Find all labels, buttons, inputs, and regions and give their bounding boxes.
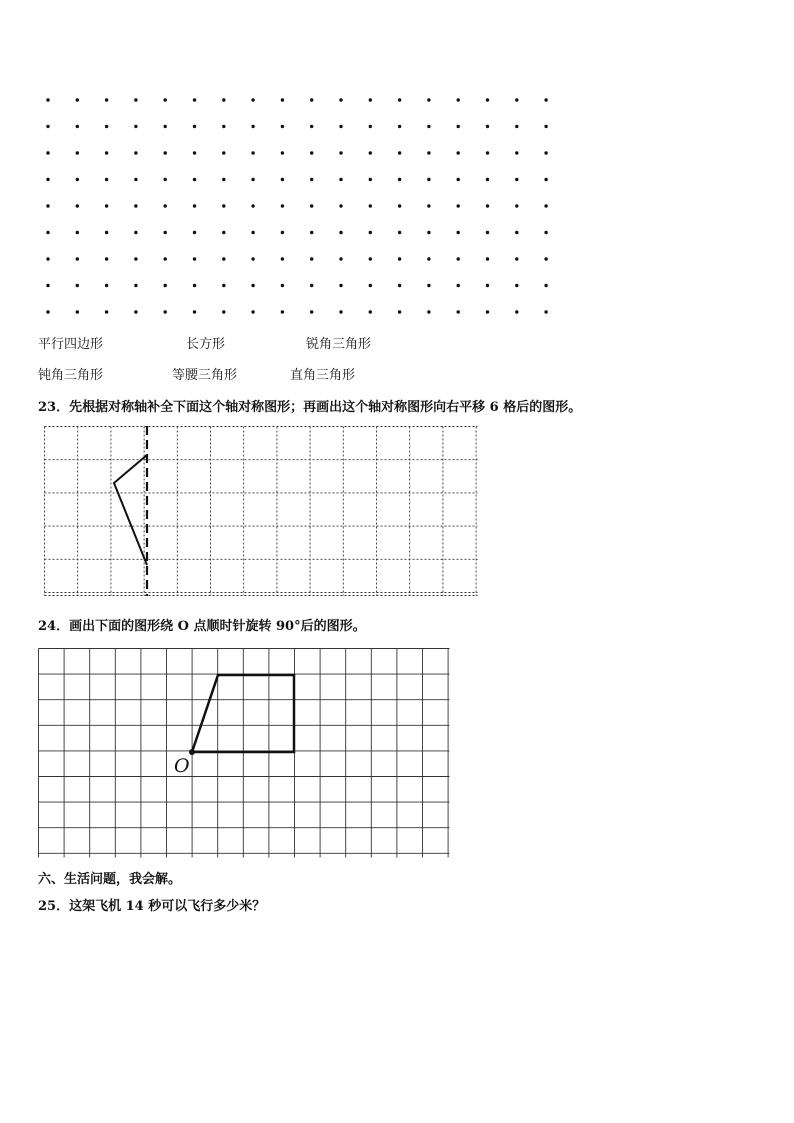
grid-dot — [222, 231, 225, 234]
grid-dot — [369, 284, 372, 287]
symmetry-grid — [44, 426, 478, 596]
grid-dot — [134, 257, 137, 260]
grid-dot — [134, 151, 137, 154]
grid-dot — [515, 310, 518, 313]
grid-dot — [251, 125, 254, 128]
grid-dot — [193, 204, 196, 207]
grid-dot — [398, 178, 401, 181]
grid-dot — [134, 310, 137, 313]
grid-dot — [544, 257, 547, 260]
grid-dot — [222, 125, 225, 128]
grid-dot — [457, 284, 460, 287]
grid-dot — [46, 310, 49, 313]
grid-dot — [46, 257, 49, 260]
grid-dot — [193, 125, 196, 128]
grid-dot — [515, 204, 518, 207]
grid-dot — [164, 204, 167, 207]
grid-dot — [193, 98, 196, 101]
grid-dot — [310, 231, 313, 234]
grid-dot — [544, 204, 547, 207]
grid-dot — [457, 151, 460, 154]
grid-dot — [515, 284, 518, 287]
grid-dot — [457, 204, 460, 207]
grid-dot — [164, 151, 167, 154]
grid-dot — [544, 310, 547, 313]
grid-dot — [544, 98, 547, 101]
grid-dot — [544, 284, 547, 287]
grid-dot — [457, 257, 460, 260]
grid-dot — [281, 310, 284, 313]
grid-dot — [222, 151, 225, 154]
shape-label-right-triangle: 直角三角形 — [290, 368, 356, 383]
grid-dot — [105, 284, 108, 287]
grid-dot — [457, 231, 460, 234]
grid-dot — [427, 151, 430, 154]
grid-dot — [398, 231, 401, 234]
grid-dot — [134, 98, 137, 101]
grid-dot — [457, 125, 460, 128]
grid-dot — [134, 178, 137, 181]
grid-dot — [398, 151, 401, 154]
grid-dot — [427, 98, 430, 101]
grid-dot — [46, 178, 49, 181]
grid-dot — [515, 257, 518, 260]
grid-dot — [76, 125, 79, 128]
grid-dot — [76, 204, 79, 207]
grid-dot — [164, 178, 167, 181]
grid-dot — [515, 231, 518, 234]
grid-dot — [515, 151, 518, 154]
grid-dot — [486, 151, 489, 154]
grid-dot — [76, 178, 79, 181]
grid-dot — [222, 98, 225, 101]
grid-dot — [398, 257, 401, 260]
grid-dot — [486, 98, 489, 101]
grid-dot — [46, 231, 49, 234]
grid-dot — [76, 310, 79, 313]
grid-dot — [427, 257, 430, 260]
grid-dot — [398, 204, 401, 207]
grid-dot — [105, 231, 108, 234]
grid-dot — [281, 151, 284, 154]
grid-dot — [164, 310, 167, 313]
grid-dot — [486, 310, 489, 313]
grid-dot — [339, 125, 342, 128]
grid-dot — [369, 231, 372, 234]
grid-dot — [251, 257, 254, 260]
grid-dot — [76, 98, 79, 101]
grid-dot — [46, 151, 49, 154]
grid-dot — [222, 204, 225, 207]
grid-dot — [310, 98, 313, 101]
grid-dot — [105, 204, 108, 207]
grid-dot — [76, 231, 79, 234]
grid-dot — [222, 284, 225, 287]
half-figure — [114, 455, 147, 565]
grid-dot — [46, 284, 49, 287]
question-24: 24．画出下面的图形绕 O 点顺时针旋转 90°后的图形。 — [38, 619, 366, 634]
grid-dot — [281, 284, 284, 287]
grid-dot — [105, 125, 108, 128]
grid-dot — [193, 257, 196, 260]
grid-dot — [427, 284, 430, 287]
grid-dot — [46, 125, 49, 128]
grid-dot — [251, 231, 254, 234]
grid-dot — [369, 151, 372, 154]
grid-dot — [369, 257, 372, 260]
grid-dot — [193, 310, 196, 313]
grid-dot — [369, 98, 372, 101]
grid-dot — [164, 284, 167, 287]
grid-dot — [369, 178, 372, 181]
grid-dot — [339, 98, 342, 101]
grid-dot — [134, 284, 137, 287]
grid-dot — [398, 98, 401, 101]
grid-dot — [105, 151, 108, 154]
grid-dot — [164, 231, 167, 234]
grid-dot — [486, 204, 489, 207]
grid-dot — [544, 151, 547, 154]
grid-dot — [222, 310, 225, 313]
grid-dot — [193, 151, 196, 154]
grid-dot — [515, 125, 518, 128]
grid-dot — [515, 178, 518, 181]
grid-dot — [251, 284, 254, 287]
grid-dot — [339, 310, 342, 313]
grid-dot — [310, 151, 313, 154]
grid-dot — [46, 204, 49, 207]
grid-dot — [544, 231, 547, 234]
shape-label-isosceles-triangle: 等腰三角形 — [172, 368, 238, 383]
grid-dot — [251, 310, 254, 313]
grid-dot — [164, 98, 167, 101]
grid-dot — [427, 310, 430, 313]
grid-dot — [515, 98, 518, 101]
grid-dot — [164, 125, 167, 128]
shape-label-rectangle: 长方形 — [186, 337, 226, 352]
grid-dot — [486, 284, 489, 287]
grid-dot — [339, 257, 342, 260]
grid-dot — [105, 257, 108, 260]
grid-dot — [105, 178, 108, 181]
grid-dot — [427, 204, 430, 207]
question-23: 23．先根据对称轴补全下面这个轴对称图形；再画出这个轴对称图形向右平移 6 格后的图形。 — [38, 400, 582, 415]
grid-dot — [134, 204, 137, 207]
grid-dot — [369, 204, 372, 207]
grid-dot — [457, 310, 460, 313]
grid-dot — [281, 231, 284, 234]
grid-dot — [251, 178, 254, 181]
grid-dot — [427, 125, 430, 128]
shape-label-obtuse-triangle: 钝角三角形 — [38, 368, 104, 383]
grid-dot — [398, 284, 401, 287]
shape-label-acute-triangle: 锐角三角形 — [306, 337, 372, 352]
grid-dot — [281, 98, 284, 101]
point-o-dot — [189, 749, 195, 755]
grid-dot — [486, 231, 489, 234]
grid-dot — [457, 178, 460, 181]
grid-dot — [310, 257, 313, 260]
grid-dot — [339, 204, 342, 207]
grid-dot — [398, 310, 401, 313]
grid-dot — [486, 125, 489, 128]
grid-dot — [369, 125, 372, 128]
grid-dot — [339, 178, 342, 181]
section-6-heading: 六、生活问题，我会解。 — [38, 872, 182, 887]
grid-dot — [76, 284, 79, 287]
grid-dot — [105, 310, 108, 313]
grid-dot — [222, 257, 225, 260]
question-25: 25．这架飞机 14 秒可以飞行多少米？ — [38, 899, 266, 914]
grid-dot — [310, 204, 313, 207]
grid-dot — [193, 178, 196, 181]
grid-dot — [486, 178, 489, 181]
grid-dot — [398, 125, 401, 128]
grid-dot — [427, 231, 430, 234]
grid-dot — [339, 284, 342, 287]
grid-dot — [164, 257, 167, 260]
grid-dot — [222, 178, 225, 181]
grid-dot — [251, 151, 254, 154]
grid-dot — [369, 310, 372, 313]
dot-grid — [40, 92, 560, 322]
grid-dot — [310, 178, 313, 181]
grid-dot — [310, 284, 313, 287]
grid-dot — [310, 310, 313, 313]
rotation-grid — [38, 648, 450, 858]
grid-dot — [193, 284, 196, 287]
grid-dot — [339, 231, 342, 234]
grid-dot — [281, 178, 284, 181]
grid-dot — [310, 125, 313, 128]
grid-dot — [134, 125, 137, 128]
grid-dot — [457, 98, 460, 101]
grid-dot — [251, 98, 254, 101]
point-o-label: O — [174, 755, 190, 777]
grid-dot — [134, 231, 137, 234]
grid-dot — [339, 151, 342, 154]
grid-dot — [281, 257, 284, 260]
grid-dot — [76, 257, 79, 260]
grid-lines — [45, 427, 478, 596]
grid-dot — [544, 125, 547, 128]
grid-dot — [281, 125, 284, 128]
grid-dot — [251, 204, 254, 207]
shape-label-parallelogram: 平行四边形 — [38, 337, 104, 352]
grid-dot — [427, 178, 430, 181]
grid-dot — [46, 98, 49, 101]
grid-dot — [193, 231, 196, 234]
grid-dot — [105, 98, 108, 101]
grid-dot — [281, 204, 284, 207]
grid-dot — [544, 178, 547, 181]
grid-dot — [76, 151, 79, 154]
grid-dot — [486, 257, 489, 260]
